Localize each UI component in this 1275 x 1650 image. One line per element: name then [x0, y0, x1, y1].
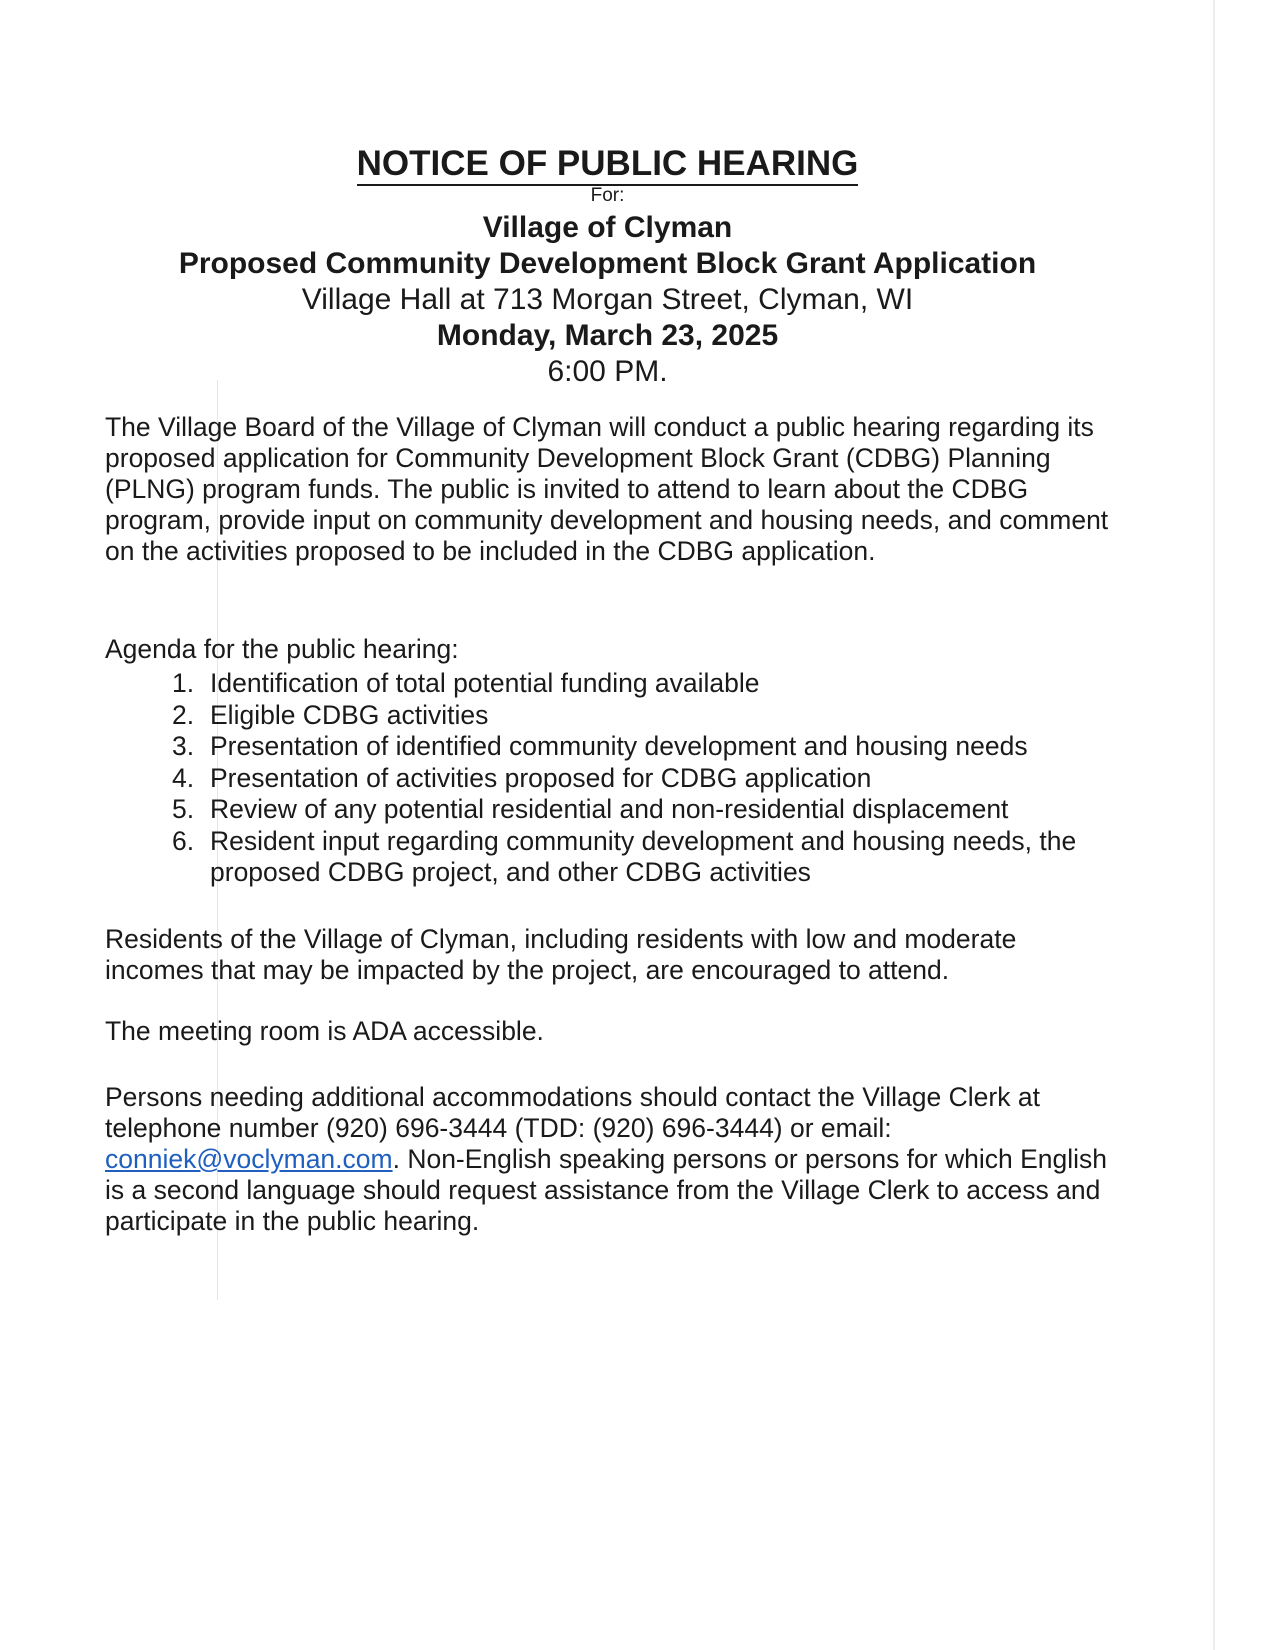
- agenda-list: [172, 668, 1092, 889]
- grant-title: Proposed Community Development Block Grant Application: [178, 247, 1037, 280]
- hearing-date: Monday, March 23, 2025: [436, 319, 779, 352]
- list-item-number: 1.: [172, 668, 195, 698]
- ada-paragraph: The meeting room is ADA accessible.: [105, 1016, 544, 1046]
- list-item: [172, 826, 1092, 889]
- list-item-text: Presentation of identified community development and housing needs: [210, 731, 1028, 761]
- list-item-text: Presentation of activities proposed for CDBG application: [210, 762, 872, 793]
- residents-paragraph: Residents of the Village of Clyman, including residents with low and moderate incomes that may be impacted by the project, are encouraged to attend.: [105, 924, 1017, 985]
- list-item: [172, 763, 1092, 795]
- contact-text-before-email: Persons needing additional accommodations should contact the Village Clerk at telephone number (920) 696-3444 (TDD: (920) 696-3444) or email:: [105, 1082, 1040, 1143]
- hearing-location: Village Hall at 713 Morgan Street, Clyman, WI: [301, 283, 914, 316]
- agenda-heading: Agenda for the public hearing:: [105, 634, 459, 664]
- list-item-number: 4.: [172, 762, 195, 793]
- list-item: [172, 731, 1092, 763]
- list-item: [172, 794, 1092, 826]
- list-item-number: 2.: [172, 699, 195, 730]
- list-item-text: Eligible CDBG activities: [210, 699, 489, 730]
- contact-paragraph: [105, 1082, 1115, 1237]
- list-item-text: Review of any potential residential and non-residential displacement: [210, 794, 1009, 824]
- list-item-number: 6.: [172, 825, 195, 856]
- hearing-time: 6:00 PM.: [547, 355, 668, 388]
- list-item: [172, 700, 1092, 732]
- intro-paragraph: The Village Board of the Village of Clyman will conduct a public hearing regarding its proposed application for Community Development Block Grant (CDBG) Planning (PLNG) program funds. The public is invited to attend to learn about the CDBG program, provide input on community development and housing needs, and comment on the activities proposed to be included in the CDBG application.: [105, 412, 1109, 566]
- for-label: For:: [590, 185, 625, 206]
- list-item: [172, 668, 1092, 700]
- list-item-number: 5.: [172, 794, 195, 824]
- notice-header: [0, 145, 1215, 390]
- list-item-text: Identification of total potential funding available: [210, 668, 760, 698]
- page-title: NOTICE OF PUBLIC HEARING: [357, 145, 859, 186]
- village-name: Village of Clyman: [482, 211, 733, 244]
- list-item-text: Resident input regarding community development and housing needs, the proposed CDBG project, and other CDBG activities: [210, 825, 1077, 887]
- list-item-number: 3.: [172, 731, 195, 761]
- contact-text-after-email: . Non-English speaking persons or persons for which English is a second language should request assistance from the Village Clerk to access and participate in the public hearing.: [105, 1144, 1107, 1236]
- email-link[interactable]: conniek@voclyman.com: [105, 1144, 393, 1174]
